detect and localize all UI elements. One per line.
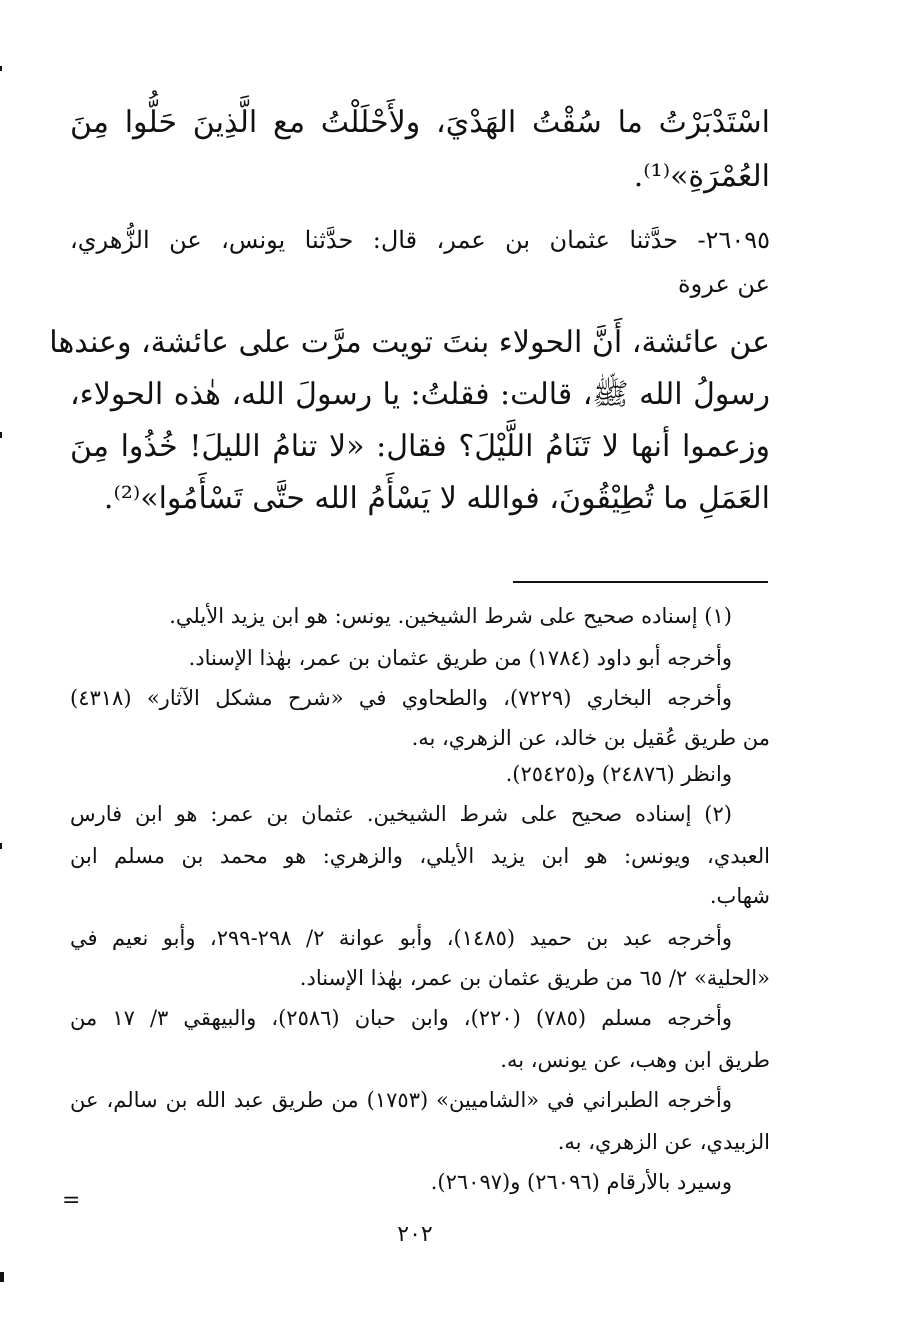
text-line: ٢٦٠٩٥- حدَّثنا عثمان بن عمر، قال: حدَّثنا يونس، عن الزُّهري، bbox=[70, 226, 770, 254]
footnote-line: وأخرجه مسلم (٧٨٥) (٢٢٠)، وابن حبان (٢٥٨٦)، والبيهقي ٣/ ١٧ من bbox=[70, 1006, 732, 1030]
footnote-line: وأخرجه أبو داود (١٧٨٤) من طريق عثمان بن عمر، بهٰذا الإسناد. bbox=[188, 646, 732, 670]
scan-mark bbox=[0, 432, 2, 438]
scan-mark bbox=[0, 66, 2, 71]
footnote-line: وأخرجه الطبراني في «الشاميين» (١٧٥٣) من طريق عبد الله بن سالم، عن bbox=[70, 1088, 733, 1112]
footnote-line: من طريق عُقيل بن خالد، عن الزهري، به. bbox=[411, 726, 770, 750]
scan-mark bbox=[0, 1272, 4, 1282]
text-line: وزعموا أنها لا تَنَامُ اللَّيْلَ؟ فقال: «لا تنامُ الليلَ! خُذُوا مِنَ bbox=[70, 429, 770, 464]
footnote-line: «الحلية» ٢/ ٦٥ من طريق عثمان بن عمر، بهٰذا الإسناد. bbox=[299, 966, 770, 990]
text-line: رسولُ الله ﷺ، قالت: فقلتُ: يا رسولَ الله، هٰذه الحولاء، bbox=[70, 377, 770, 412]
text-line: العُمْرَةِ»⁽¹⁾. bbox=[633, 159, 770, 194]
footnote-line: وأخرجه عبد بن حميد (١٤٨٥)، وأبو عوانة ٢/ ٢٩٨-٢٩٩، وأبو نعيم في bbox=[70, 926, 732, 950]
footnote-line: طريق ابن وهب، عن يونس، به. bbox=[500, 1048, 770, 1072]
scan-mark bbox=[0, 843, 2, 849]
continuation-mark: = bbox=[62, 1188, 81, 1213]
text-line: العَمَلِ ما تُطِيْقُونَ، فوالله لا يَسْأَمُ الله حتَّى تَسْأَمُوا»⁽²⁾. bbox=[103, 481, 770, 516]
footnote-line: وأخرجه البخاري (٧٢٢٩)، والطحاوي في «شرح مشكل الآثار» (٤٣١٨) bbox=[70, 686, 732, 710]
text-line: عن عائشة، أَنَّ الحولاء بنتَ تويت مرَّت على عائشة، وعندها bbox=[49, 325, 770, 360]
footnote-line: وسيرد بالأرقام (٢٦٠٩٦) و(٢٦٠٩٧). bbox=[430, 1170, 732, 1194]
footnote-line: العبدي، ويونس: هو ابن يزيد الأيلي، والزهري: هو محمد بن مسلم ابن bbox=[70, 844, 770, 868]
footnote-line: (١) إسناده صحيح على شرط الشيخين. يونس: هو ابن يزيد الأيلي. bbox=[169, 604, 732, 628]
text-line: اسْتَدْبَرْتُ ما سُقْتُ الهَدْيَ، ولأَحْلَلْتُ مع الَّذِينَ حَلُّوا مِنَ bbox=[70, 105, 770, 140]
footnote-line: (٢) إسناده صحيح على شرط الشيخين. عثمان بن عمر: هو ابن فارس bbox=[70, 802, 732, 826]
footnote-separator bbox=[513, 581, 768, 583]
text-line: عن عروة bbox=[678, 270, 770, 298]
footnote-line: شهاب. bbox=[709, 884, 770, 908]
footnote-line: الزبيدي، عن الزهري، به. bbox=[557, 1130, 770, 1154]
page-number: ٢٠٢ bbox=[397, 1222, 433, 1247]
footnote-line: وانظر (٢٤٨٧٦) و(٢٥٤٢٥). bbox=[505, 762, 732, 786]
